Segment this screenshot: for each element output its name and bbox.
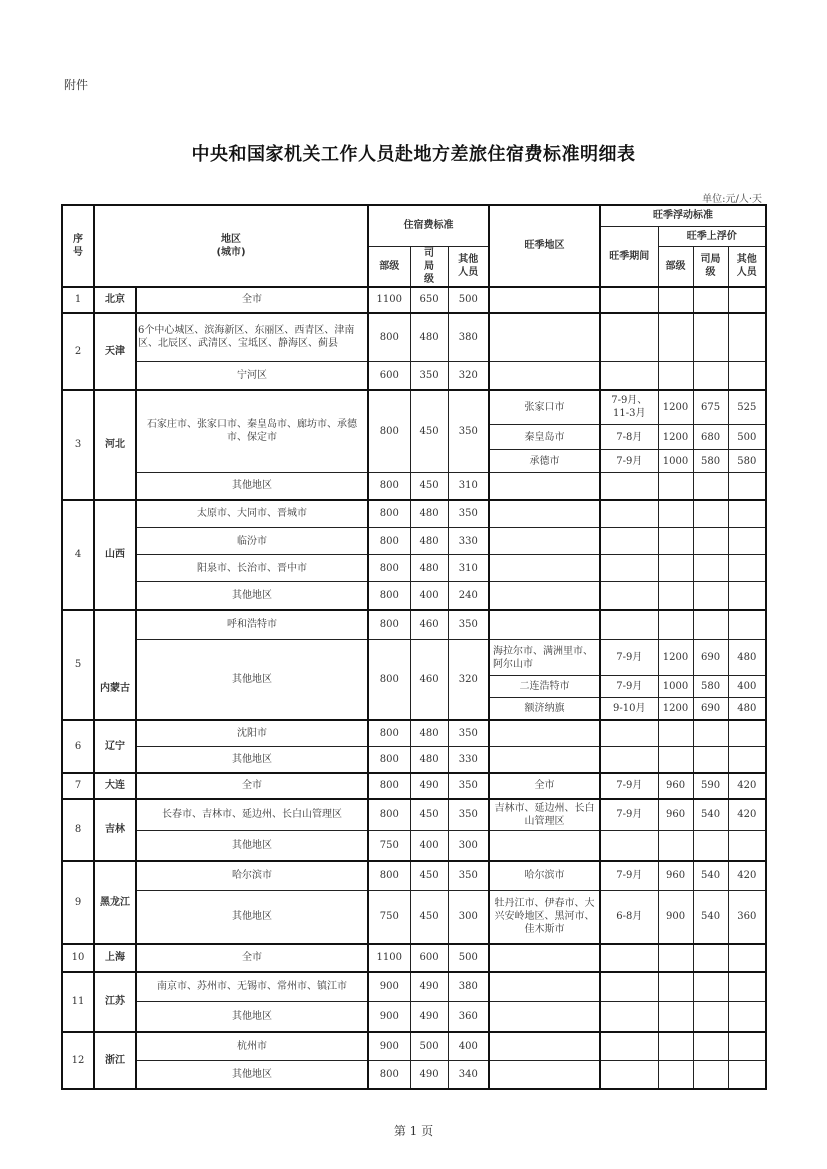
row-peak-ministry [658,582,693,610]
table-row [62,287,766,313]
row-others: 350 [448,390,489,473]
row-others: 500 [448,287,489,313]
row-peak-bureau: 580 [693,676,728,698]
row-peak-bureau [693,582,728,610]
row-peak-period [600,313,658,362]
row-bureau: 490 [410,773,448,799]
table-row [62,500,766,528]
row-area: 南京市、苏州市、无锡市、常州市、镇江市 [136,972,368,1002]
row-peak-region [489,362,600,390]
row-others: 350 [448,720,489,747]
row-ministry: 800 [368,773,410,799]
row-peak-period [600,831,658,861]
header-peak-ministry: 部级 [658,246,693,287]
row-peak-period: 6-8月 [600,891,658,944]
row-ministry: 800 [368,528,410,555]
row-peak-ministry: 1200 [658,640,693,676]
row-peak-period: 7-9月 [600,640,658,676]
row-bureau: 350 [410,362,448,390]
row-seq: 9 [62,861,94,944]
row-peak-ministry: 1200 [658,698,693,720]
row-peak-period: 7-9月 [600,799,658,831]
row-peak-bureau: 540 [693,799,728,831]
row-peak-region [489,610,600,640]
row-others: 350 [448,773,489,799]
row-province-label: 内蒙古 [100,682,130,694]
row-peak-others: 400 [728,676,766,698]
row-peak-period [600,555,658,582]
row-peak-period [600,610,658,640]
row-bureau: 450 [410,799,448,831]
row-peak-ministry [658,831,693,861]
header-region [94,205,368,287]
row-peak-ministry [658,747,693,773]
row-peak-region [489,500,600,528]
row-peak-bureau: 690 [693,640,728,676]
table-row [62,861,766,891]
row-seq: 7 [62,773,94,799]
row-area: 其他地区 [136,1002,368,1032]
table-row [62,799,766,831]
row-peak-region: 吉林市、延边州、长白山管理区 [489,799,600,831]
table-row [62,313,766,362]
row-peak-ministry [658,972,693,1002]
row-peak-ministry: 1200 [658,390,693,425]
row-others: 380 [448,972,489,1002]
row-peak-ministry [658,1061,693,1089]
row-bureau: 400 [410,831,448,861]
table-row [62,1002,766,1032]
row-peak-period: 7-9月 [600,861,658,891]
row-peak-region [489,313,600,362]
row-ministry: 750 [368,831,410,861]
header-ministry: 部级 [368,246,410,287]
row-others: 350 [448,610,489,640]
row-peak-bureau [693,944,728,972]
row-seq: 1 [62,287,94,313]
row-area: 呼和浩特市 [136,610,368,640]
row-ministry: 800 [368,720,410,747]
row-ministry: 1100 [368,287,410,313]
row-province [94,610,136,720]
row-province: 山西 [94,500,136,610]
row-others: 350 [448,500,489,528]
row-peak-ministry: 1000 [658,676,693,698]
row-bureau: 500 [410,1032,448,1061]
lodging-standards-table [61,204,767,1090]
row-others: 500 [448,944,489,972]
row-peak-ministry: 960 [658,799,693,831]
row-area: 长春市、吉林市、延边州、长白山管理区 [136,799,368,831]
row-peak-bureau: 580 [693,450,728,473]
row-area: 其他地区 [136,473,368,500]
table-row [62,473,766,500]
row-others: 310 [448,473,489,500]
row-area: 其他地区 [136,831,368,861]
row-seq: 8 [62,799,94,861]
row-peak-region [489,473,600,500]
row-peak-ministry: 1000 [658,450,693,473]
row-peak-others: 480 [728,640,766,676]
row-peak-period [600,362,658,390]
row-bureau: 480 [410,720,448,747]
row-peak-region: 哈尔滨市 [489,861,600,891]
row-ministry: 750 [368,891,410,944]
row-seq: 6 [62,720,94,773]
row-peak-others [728,1032,766,1061]
row-others: 330 [448,747,489,773]
header-region-sub: (城市) [216,246,246,258]
row-peak-others [728,1002,766,1032]
row-peak-period [600,500,658,528]
row-province: 北京 [94,287,136,313]
row-peak-others [728,720,766,747]
row-bureau: 490 [410,1002,448,1032]
row-ministry: 800 [368,747,410,773]
row-peak-bureau [693,610,728,640]
row-peak-period: 7-9月 [600,450,658,473]
row-peak-others: 580 [728,450,766,473]
table-row [62,972,766,1002]
row-peak-others: 420 [728,799,766,831]
row-area: 其他地区 [136,1061,368,1089]
row-ministry: 800 [368,390,410,473]
row-area: 阳泉市、长治市、晋中市 [136,555,368,582]
row-peak-ministry: 900 [658,891,693,944]
row-bureau: 600 [410,944,448,972]
table-row [62,610,766,640]
row-peak-region: 额济纳旗 [489,698,600,720]
row-bureau: 480 [410,528,448,555]
table-row [62,720,766,747]
table-row [62,1061,766,1089]
row-peak-region [489,1061,600,1089]
row-peak-others [728,1061,766,1089]
row-peak-ministry: 960 [658,773,693,799]
row-peak-others: 420 [728,773,766,799]
row-peak-ministry: 960 [658,861,693,891]
row-others: 340 [448,1061,489,1089]
row-area: 石家庄市、张家口市、秦皇岛市、廊坊市、承德市、保定市 [136,390,368,473]
row-seq: 2 [62,313,94,390]
row-peak-period [600,582,658,610]
row-bureau: 450 [410,861,448,891]
row-province: 上海 [94,944,136,972]
row-peak-region: 承德市 [489,450,600,473]
row-peak-bureau [693,1032,728,1061]
row-peak-period [600,473,658,500]
row-bureau: 460 [410,610,448,640]
row-ministry: 800 [368,861,410,891]
row-province: 江苏 [94,972,136,1032]
row-peak-bureau: 690 [693,698,728,720]
table-row [62,362,766,390]
row-others: 350 [448,861,489,891]
row-bureau: 450 [410,473,448,500]
row-peak-bureau [693,313,728,362]
row-others: 320 [448,640,489,720]
row-peak-period [600,972,658,1002]
row-peak-region [489,555,600,582]
row-peak-region: 牡丹江市、伊春市、大兴安岭地区、黑河市、佳木斯市 [489,891,600,944]
header-lodging: 住宿费标准 [368,205,489,246]
page-number: 第 1 页 [393,1124,434,1138]
row-peak-others [728,362,766,390]
table-row [62,944,766,972]
row-peak-others [728,831,766,861]
row-peak-bureau [693,831,728,861]
table-row [62,640,766,676]
row-peak-others: 360 [728,891,766,944]
row-peak-others [728,582,766,610]
header-seq: 序号 [62,205,94,287]
row-peak-region [489,287,600,313]
row-peak-others [728,972,766,1002]
row-ministry: 800 [368,313,410,362]
row-peak-region: 张家口市 [489,390,600,425]
row-peak-others: 480 [728,698,766,720]
table-row [62,555,766,582]
row-ministry: 1100 [368,944,410,972]
row-others: 300 [448,891,489,944]
row-peak-others [728,555,766,582]
row-ministry: 800 [368,799,410,831]
row-bureau: 450 [410,390,448,473]
row-peak-region [489,720,600,747]
row-peak-region [489,528,600,555]
row-peak-period: 7-9月 [600,676,658,698]
row-bureau: 460 [410,640,448,720]
row-peak-region: 海拉尔市、满洲里市、阿尔山市 [489,640,600,676]
row-bureau: 480 [410,747,448,773]
row-peak-others [728,287,766,313]
row-peak-ministry [658,720,693,747]
row-bureau: 650 [410,287,448,313]
row-peak-period [600,1002,658,1032]
row-ministry: 800 [368,473,410,500]
row-area: 其他地区 [136,891,368,944]
row-province: 大连 [94,773,136,799]
header-peak-period: 旺季期间 [600,226,658,287]
row-peak-region: 秦皇岛市 [489,425,600,450]
row-peak-period [600,1061,658,1089]
row-seq: 12 [62,1032,94,1089]
row-peak-bureau [693,747,728,773]
header-peak-float: 旺季浮动标准 [600,205,766,226]
row-peak-ministry [658,555,693,582]
row-province: 吉林 [94,799,136,861]
row-ministry: 900 [368,972,410,1002]
table-row [62,528,766,555]
row-others: 360 [448,1002,489,1032]
row-peak-others: 525 [728,390,766,425]
row-peak-bureau: 590 [693,773,728,799]
row-area: 临汾市 [136,528,368,555]
row-seq: 4 [62,500,94,610]
row-peak-ministry [658,944,693,972]
row-peak-others [728,473,766,500]
row-others: 320 [448,362,489,390]
row-area: 太原市、大同市、晋城市 [136,500,368,528]
header-peak-others: 其他人员 [728,246,766,287]
header-peak-bureau: 司局级 [693,246,728,287]
row-peak-period [600,528,658,555]
attachment-label: 附件 [64,78,89,92]
row-area: 沈阳市 [136,720,368,747]
table-row [62,1032,766,1061]
row-ministry: 900 [368,1032,410,1061]
row-peak-others [728,747,766,773]
row-peak-region [489,582,600,610]
row-others: 380 [448,313,489,362]
row-area: 宁河区 [136,362,368,390]
row-peak-period: 7-8月 [600,425,658,450]
row-area: 其他地区 [136,582,368,610]
table-row [62,582,766,610]
row-peak-period [600,944,658,972]
row-peak-period: 7-9月 [600,773,658,799]
row-peak-region: 全市 [489,773,600,799]
row-ministry: 800 [368,500,410,528]
row-seq: 5 [62,610,94,720]
row-area: 6个中心城区、滨海新区、东丽区、西青区、津南区、北辰区、武清区、宝坻区、静海区、蓟县 [136,313,368,362]
row-bureau: 480 [410,555,448,582]
unit-label: 单位:元/人·天 [702,194,762,205]
row-seq: 11 [62,972,94,1032]
row-peak-period [600,1032,658,1061]
row-province: 河北 [94,390,136,500]
row-peak-period [600,747,658,773]
row-others: 300 [448,831,489,861]
row-peak-ministry [658,287,693,313]
row-province: 辽宁 [94,720,136,773]
row-peak-others [728,610,766,640]
row-ministry: 800 [368,1061,410,1089]
row-peak-region [489,944,600,972]
row-ministry: 600 [368,362,410,390]
row-bureau: 480 [410,313,448,362]
row-peak-bureau: 675 [693,390,728,425]
row-others: 240 [448,582,489,610]
row-seq: 10 [62,944,94,972]
row-peak-bureau [693,1002,728,1032]
header-others: 其他人员 [448,246,489,287]
row-province: 天津 [94,313,136,390]
row-ministry: 800 [368,582,410,610]
row-bureau: 400 [410,582,448,610]
row-bureau: 480 [410,500,448,528]
row-peak-region [489,972,600,1002]
row-peak-period [600,720,658,747]
row-area: 其他地区 [136,640,368,720]
header-peak-region: 旺季地区 [489,205,600,287]
row-area: 全市 [136,287,368,313]
row-peak-bureau: 680 [693,425,728,450]
row-area: 哈尔滨市 [136,861,368,891]
row-peak-ministry [658,528,693,555]
row-peak-ministry [658,1032,693,1061]
row-area: 其他地区 [136,747,368,773]
row-peak-region [489,1032,600,1061]
row-peak-bureau [693,362,728,390]
row-peak-bureau: 540 [693,891,728,944]
row-peak-period: 7-9月、11-3月 [600,390,658,425]
row-province: 浙江 [94,1032,136,1089]
row-peak-bureau [693,500,728,528]
row-peak-ministry [658,473,693,500]
row-peak-ministry [658,313,693,362]
row-peak-ministry [658,362,693,390]
row-peak-others: 500 [728,425,766,450]
table-row [62,891,766,944]
row-area: 杭州市 [136,1032,368,1061]
row-peak-ministry [658,610,693,640]
row-peak-ministry: 1200 [658,425,693,450]
row-peak-others [728,313,766,362]
row-peak-others [728,500,766,528]
table-row [62,831,766,861]
row-peak-bureau [693,287,728,313]
row-peak-region [489,1002,600,1032]
row-peak-bureau [693,473,728,500]
header-bureau: 司局级 [410,246,448,287]
row-peak-others: 420 [728,861,766,891]
row-ministry: 900 [368,1002,410,1032]
header-region-label: 地区 [221,233,241,245]
row-area: 全市 [136,944,368,972]
row-peak-period: 9-10月 [600,698,658,720]
row-peak-bureau [693,1061,728,1089]
row-peak-period [600,287,658,313]
header-peak-up: 旺季上浮价 [658,226,766,246]
row-bureau: 450 [410,891,448,944]
row-area: 全市 [136,773,368,799]
header-row [62,205,766,226]
row-peak-bureau [693,528,728,555]
row-seq: 3 [62,390,94,500]
page-title: 中央和国家机关工作人员赴地方差旅住宿费标准明细表 [191,144,636,165]
row-others: 330 [448,528,489,555]
row-peak-bureau [693,555,728,582]
row-peak-bureau [693,972,728,1002]
row-others: 310 [448,555,489,582]
table-row [62,747,766,773]
row-ministry: 800 [368,610,410,640]
table-row [62,773,766,799]
row-peak-others [728,528,766,555]
row-bureau: 490 [410,1061,448,1089]
row-others: 400 [448,1032,489,1061]
row-peak-bureau: 540 [693,861,728,891]
row-ministry: 800 [368,640,410,720]
row-ministry: 800 [368,555,410,582]
row-peak-region [489,831,600,861]
table-row [62,390,766,425]
row-peak-region: 二连浩特市 [489,676,600,698]
row-others: 350 [448,799,489,831]
row-peak-others [728,944,766,972]
row-peak-region [489,747,600,773]
row-peak-ministry [658,500,693,528]
row-peak-ministry [658,1002,693,1032]
row-peak-bureau [693,720,728,747]
row-bureau: 490 [410,972,448,1002]
row-province: 黑龙江 [94,861,136,944]
